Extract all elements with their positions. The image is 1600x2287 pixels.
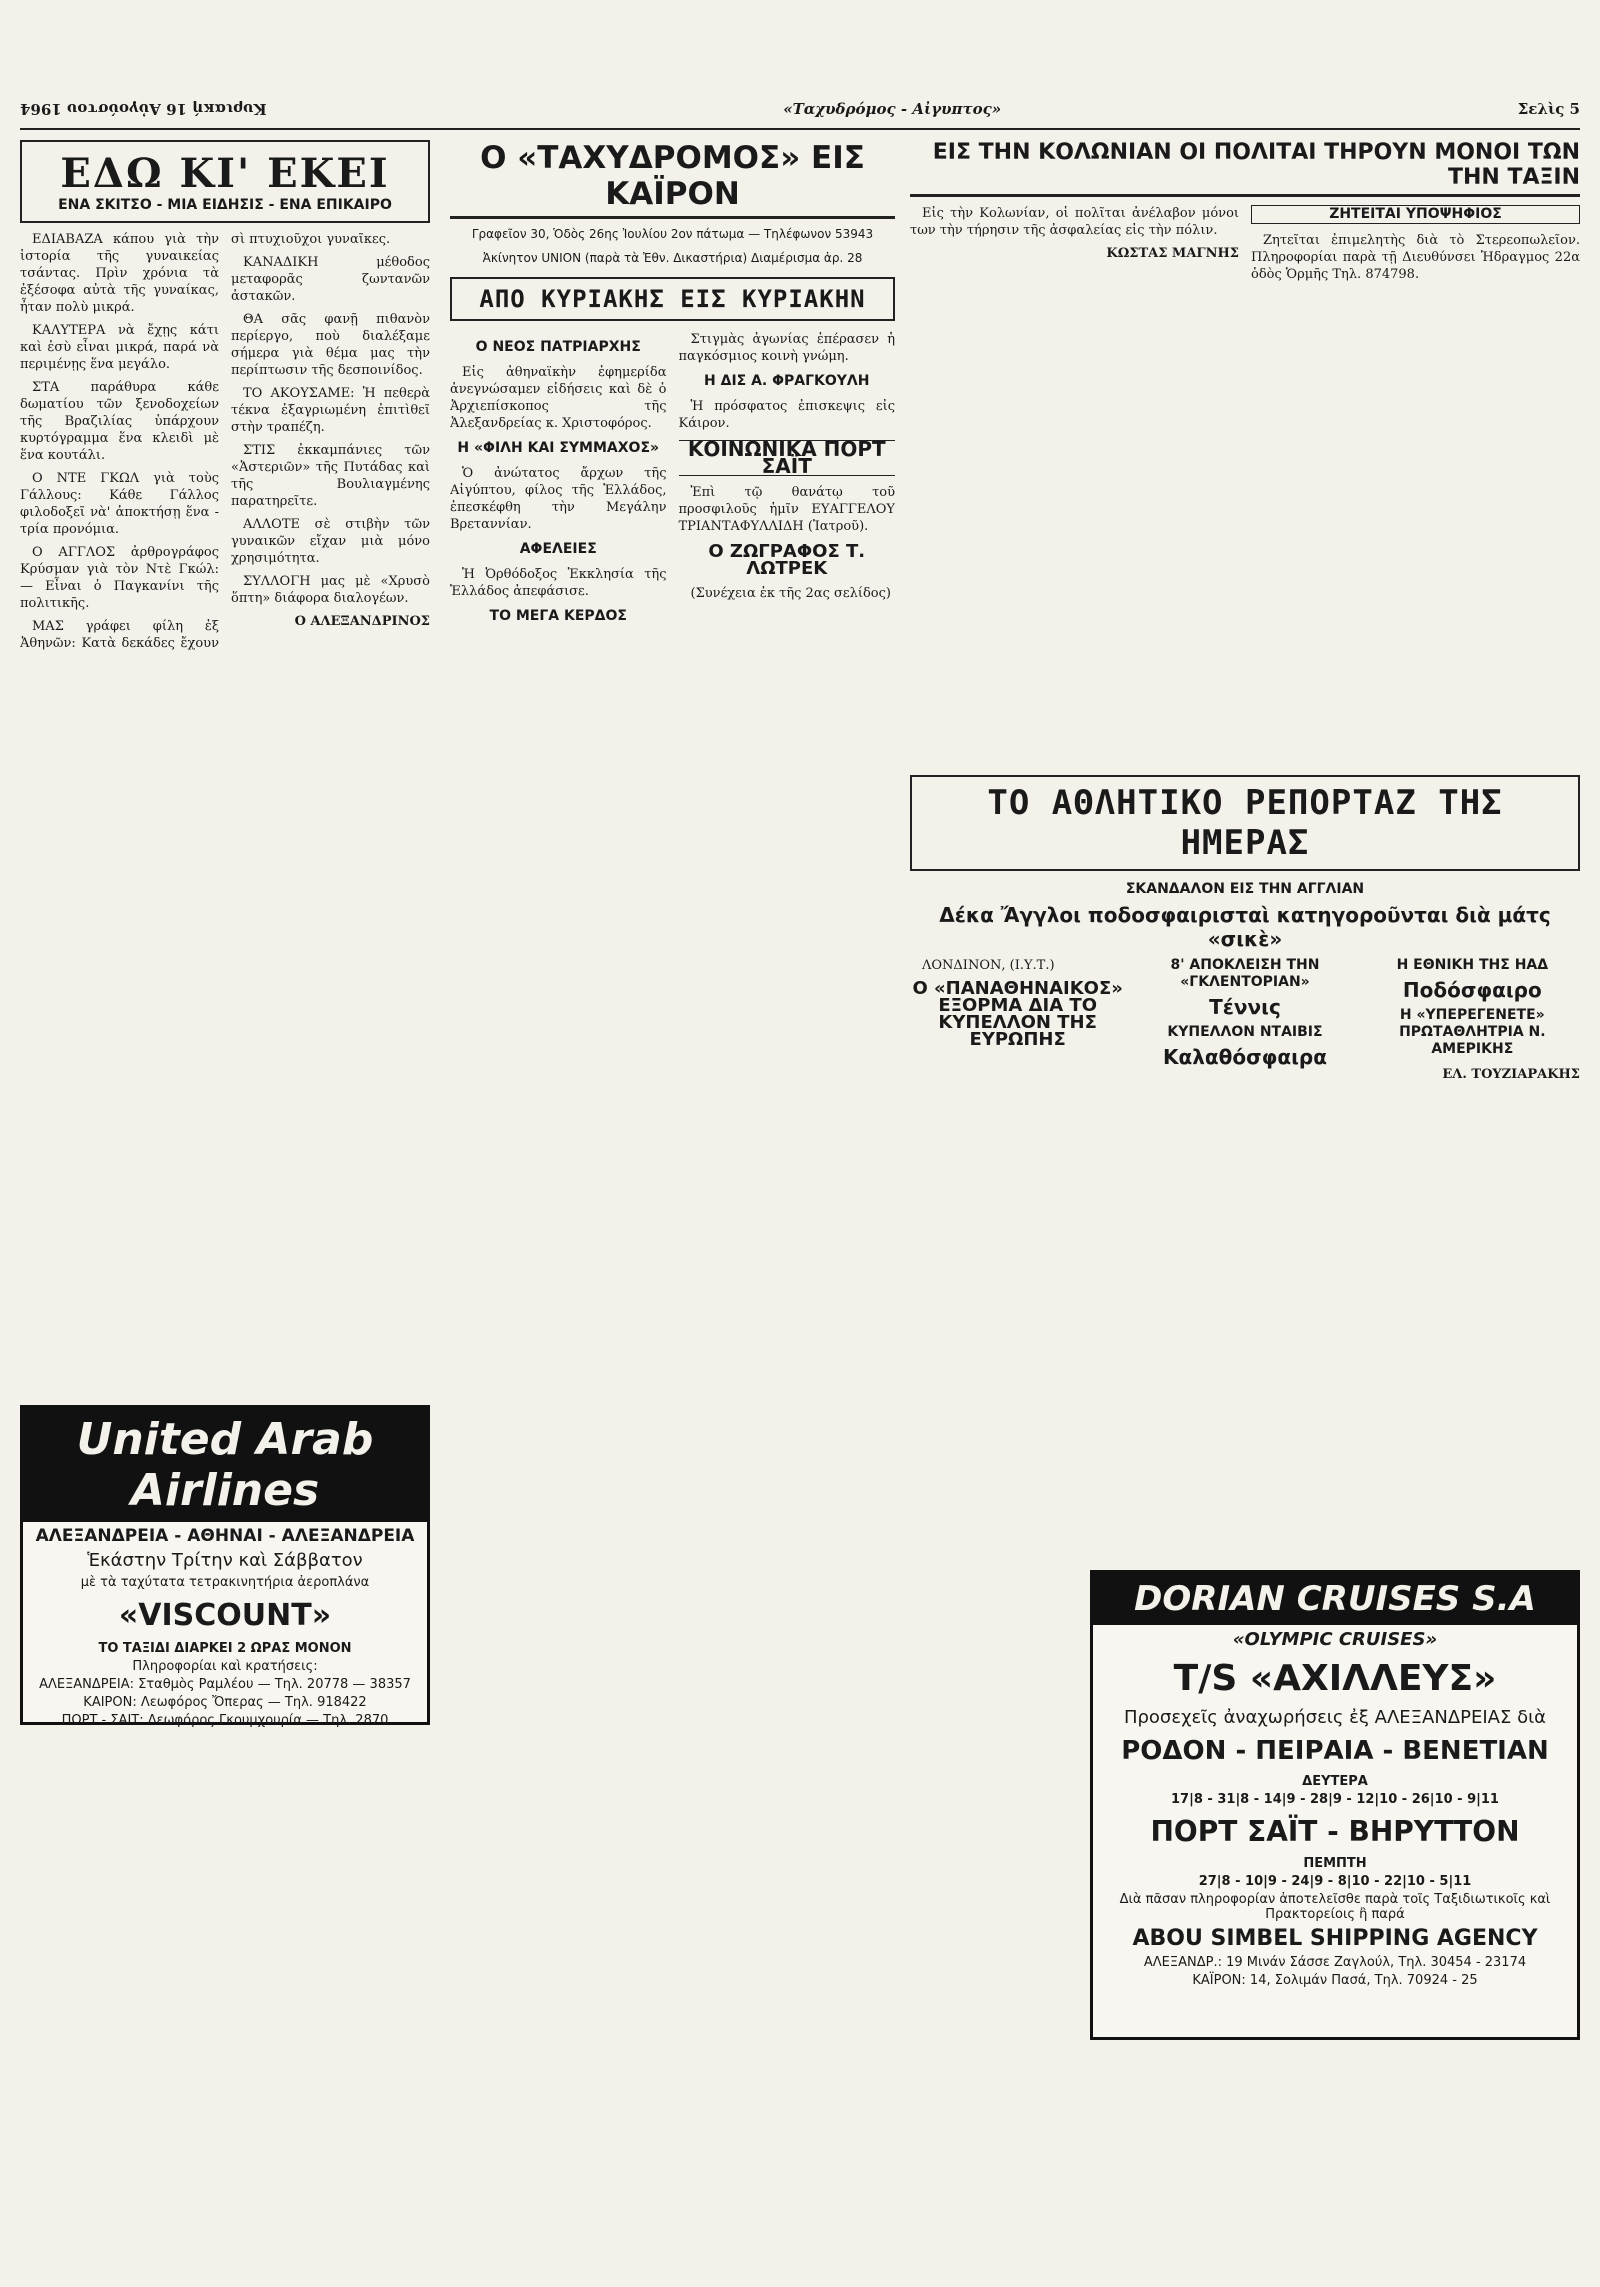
kolonia-body	[910, 205, 1580, 283]
newspaper-page	[20, 20, 1580, 2267]
uaa-info: Πληροφορίαι καὶ κρατήσεις:	[132, 1659, 318, 1674]
dorian-ship: T/S «ΑΧΙΛΛΕΥΣ»	[1173, 1658, 1497, 1699]
edo-ki-ekei-subtitle: ΕΝΑ ΣΚΙΤΣΟ - ΜΙΑ ΕΙΔΗΣΙΣ - ΕΝΑ ΕΠΙΚΑΙΡΟ	[58, 197, 392, 213]
uaa-alex: ΑΛΕΞΑΝΔΡΕΙΑ: Σταθμὸς Ραμλέου — Τηλ. 20778 — 38357	[39, 1677, 411, 1692]
dorian-line1: Προσεχεῖς ἀναχωρήσεις ἐξ ΑΛΕΞΑΝΔΡΕΙΑΣ διὰ	[1123, 1707, 1547, 1728]
paragraph: Ἐπὶ τῷ θανάτῳ τοῦ προσφιλοῦς ἡμῖν ΕΥΑΓΓΕΛΟΥ ΤΡΙΑΝΤΑΦΥΛΛΙΔΗ (Ἰατροῦ).	[678, 485, 895, 534]
athletics-h1: ΣΚΑΝΔΑΛΟΝ ΕΙΣ ΤΗΝ ΑΓΓΛΙΑΝ	[1125, 881, 1365, 897]
taxydromos-title: Ο «ΤΑΧΥΔΡΟΜΟΣ» ΕΙΣ ΚΑΪΡΟΝ	[450, 140, 895, 219]
basket-subhead: Η ΕΘΝΙΚΗ ΤΗΣ ΗΑΔ	[1396, 957, 1549, 973]
paragraph: ΑΛΛΟΤΕ σὲ στιβὴν τῶν γυναικῶν εἴχαν μιὰ μόνο χρησιμότητα.	[231, 517, 430, 566]
paragraph: Ἡ πρόσφατος ἐπισκεψις εἰς Κάιρον.	[678, 399, 895, 431]
sign: ΕΛ. ΤΟΥΖΙΑΡΑΚΗΣ	[1442, 1067, 1580, 1082]
football-head: Ποδόσφαιρο	[1402, 978, 1542, 1002]
paragraph: ΜΑΣ γράφει φίλη ἐξ Ἀθηνῶν: Κατὰ δεκάδες ἔχουν σὶ πτυχιοῦχοι γυναῖκες.	[20, 232, 391, 651]
united-arab-airlines-ad	[20, 1405, 430, 1728]
dorian-dates2: 27|8 - 10|9 - 24|9 - 8|10 - 22|10 - 5|11	[1198, 1874, 1472, 1889]
dorian-sub: «OLYMPIC CRUISES»	[1232, 1629, 1438, 1650]
edo-ki-ekei-title: ΕΔΩ ΚΙ' ΕΚΕΙ	[60, 150, 390, 197]
wanted-text: Ζητεῖται ἐπιμελητὴς διὰ τὸ Στερεοπωλεῖον. Πληροφορίαι παρὰ τῇ Διευθύνσει Ἡδραγμος 22α ὁδὸς Ὁρμῆς Τηλ. 874798.	[1251, 233, 1580, 282]
dorian-dest2: ΠΟΡΤ ΣΑΪΤ - ΒΗΡΥΤΤΟΝ	[1150, 1815, 1520, 1848]
uaa-cairo: ΚΑΙΡΟΝ: Λεωφόρος Ὄπερας — Τηλ. 918422	[83, 1695, 367, 1710]
masthead	[20, 90, 1580, 130]
paragraph: Εἰς τὴν Κολωνίαν, οἱ πολῖται ἀνέλαβον μόνοι των τὴν τήρησιν τῆς ἀσφαλείας εἰς τὴν πόλιν.	[910, 206, 1239, 238]
paragraph: ΣΤΑ παράθυρα κάθε δωματίου τῶν ξενοδοχείων τῆς Βραζιλίας ὑπάρχουν κυρτόγραμμα ἕνα κλειδὶ μὲ ἕνα κουτάλι.	[20, 380, 219, 463]
dorian-info: Διὰ πᾶσαν πληροφορίαν ἀποτελεῖσθε παρὰ τοῖς Ταξιδιωτικοῖς καὶ Πρακτορείοις ἢ παρά	[1119, 1892, 1551, 1922]
kolonia-title: ΕΙΣ ΤΗΝ ΚΟΛΩΝΙΑΝ ΟΙ ΠΟΛΙΤΑΙ ΤΗΡΟΥΝ ΜΟΝΟΙ ΤΩΝ ΤΗΝ ΤΑΞΙΝ	[910, 140, 1580, 197]
dorian-dest1: ΡΟΔΟΝ - ΠΕΙΡΑΙΑ - ΒΕΝΕΤΙΑΝ	[1121, 1736, 1549, 1766]
paragraph: ΘΑ σᾶς φανῇ πιθανὸν περίεργο, ποὺ διαλέξαμε σήμερα γιὰ θέμα μας τὴν περίπτωσιν τῆς δεσποινίδος.	[231, 312, 430, 378]
tennis-subhead: ΚΥΠΕΛΛΟΝ ΝΤΑΙΒΙΣ	[1167, 1024, 1323, 1040]
paragraph: ΣΤΙΣ ἐκκαμπάνιες τῶν «Ἀστεριῶν» τῆς Πυτάδας καὶ τῆς Βουλιαγμένης παρατηρεῖτε.	[231, 443, 430, 509]
paragraph: Ἡ Ὀρθόδοξος Ἐκκλησία τῆς Ἑλλάδος ἀπεφάσισε.	[450, 567, 667, 599]
dorian-cairo: ΚΑΪΡΟΝ: 14, Σολιμάν Πασά, Τηλ. 70924 - 25	[1192, 1973, 1478, 1988]
subheading: Ο ΝΕΟΣ ΠΑΤΡΙΑΡΧΗΣ	[475, 339, 641, 355]
subheading: ΑΦΕΛΕΙΕΣ	[519, 541, 597, 557]
uaa-days: Ἑκάστην Τρίτην καὶ Σάββατον	[87, 1550, 363, 1571]
dateline: ΛΟΝΔΙΝΟΝ, (Ι.Υ.Τ.)	[922, 958, 1055, 973]
edo-ki-ekei-header	[20, 140, 430, 223]
paragraph: ΚΑΛΥΤΕΡΑ νὰ ἔχῃς κάτι καὶ ἐσὺ εἶναι μικρά, παρά νὰ περιμένῃς ἕνα μεγάλο.	[20, 323, 219, 372]
tennis-head: Τέννις	[1209, 995, 1281, 1019]
athletics-h1b: Δέκα Ἄγγλοι ποδοσφαιρισταὶ κατηγοροῦνται διὰ μάτς «σικὲ»	[939, 903, 1551, 951]
author: ΚΩΣΤΑΣ ΜΑΓΝΗΣ	[1106, 246, 1239, 261]
uaa-plane: «VISCOUNT»	[118, 1598, 332, 1633]
subheading: Η ΔΙΣ Α. ΦΡΑΓΚΟΥΛΗ	[704, 373, 870, 389]
dorian-dates1: 17|8 - 31|8 - 14|9 - 28|9 - 12|10 - 26|10 - 9|11	[1171, 1792, 1499, 1807]
athletics-title: ΤΟ ΑΘΛΗΤΙΚΟ ΡΕΠΟΡΤΑΖ ΤΗΣ ΗΜΕΡΑΣ	[910, 775, 1580, 871]
panathinaikos-subhead: 8' ΑΠΟΚΛΕΙΣΗ ΤΗΝ «ΓΚΛΕΝΤΟΡΙΑΝ»	[1170, 957, 1320, 990]
subheading: ΤΟ ΜΕΓΑ ΚΕΡΔΟΣ	[489, 608, 627, 624]
dorian-cruises-ad	[1090, 1570, 1580, 2040]
edo-ki-ekei-body	[20, 231, 430, 652]
apo-kyriakis-header: ΑΠΟ ΚΥΡΙΑΚΗΣ ΕΙΣ ΚΥΡΙΑΚΗΝ	[450, 277, 895, 321]
office-address-2: Ἀκίνητον UNION (παρὰ τὰ Ἐθν. Δικαστήρια) Διαμέρισμα ἀρ. 28	[482, 251, 863, 265]
paragraph: ΣΥΛΛΟΓΗ μας μὲ «Χρυσὸ ὅπτη» διάφορα διαλογέων.	[231, 574, 430, 606]
uaa-port: ΠΟΡΤ - ΣΑΙΤ: Λεωφόρος Γκουμχουρία — Τηλ. 2870	[61, 1713, 389, 1728]
athletics-body	[910, 957, 1580, 1083]
dorian-day1: ΔΕΥΤΕΡΑ	[1302, 1774, 1368, 1789]
paragraph: Ο ΝΤΕ ΓΚΩΛ γιὰ τοὺς Γάλλους: Κάθε Γάλλος φιλοδοξεῖ νὰ' ἀποκτήσῃ ἕνα - τρία προνόμια.	[20, 471, 219, 537]
column-edo-ki-ekei	[20, 140, 430, 1390]
paragraph: ΤΟ ΑΚΟΥΣΑΜΕ: Ἡ πεθερὰ τέκνα ἐξαγριωμένη ἐπιτὶθεῖ στὴν τραπέζη.	[231, 386, 430, 435]
office-address: Γραφεῖον 30, Ὁδὸς 26ης Ἰουλίου 2ον πάτωμα — Τηλέφωνον 53943	[471, 227, 874, 241]
subheading: Η «ΦΙΛΗ ΚΑΙ ΣΥΜΜΑΧΟΣ»	[457, 440, 660, 456]
subheading: ΚΟΙΝΩΝΙΚΑ ΠΟΡΤ ΣΑΪΤ	[679, 440, 896, 476]
uaa-route: ΑΛΕΞΑΝΔΡΕΙΑ - ΑΘΗΝΑΙ - ΑΛΕΞΑΝΔΡΕΙΑ	[35, 1526, 415, 1546]
football-subhead: Η «ΥΠΕΡΕΓΕΝΕΤΕ» ΠΡΩΤΑΘΛΗΤΡΙΑ Ν. ΑΜΕΡΙΚΗΣ	[1399, 1007, 1546, 1057]
column-taxydromos-kairon	[450, 140, 895, 2240]
paragraph: (Συνέχεια ἐκ τῆς 2ας σελίδος)	[690, 586, 891, 601]
uaa-duration: ΤΟ ΤΑΞΙΔΙ ΔΙΑΡΚΕΙ 2 ΩΡΑΣ ΜΟΝΟΝ	[98, 1641, 352, 1656]
dorian-logo: DORIAN CRUISES S.A	[1093, 1573, 1577, 1625]
paragraph: Στιγμὰς ἀγωνίας ἐπέρασεν ἡ παγκόσμιος κοινὴ γνώμη.	[678, 332, 895, 364]
panathinaikos-head: Ο «ΠΑΝΑΘΗΝΑΙΚΟΣ» ΕΞΟΡΜΑ ΔΙΑ ΤΟ ΚΥΠΕΛΛΟΝ ΤΗΣ ΕΥΡΩΠΗΣ	[912, 978, 1123, 1050]
wanted-heading: ΖΗΤΕΙΤΑΙ ΥΠΟΨΗΦΙΟΣ	[1251, 205, 1580, 224]
uaa-logo: United Arab Airlines	[23, 1408, 427, 1522]
dorian-day2: ΠΕΜΠΤΗ	[1303, 1856, 1367, 1871]
masthead-title: «Ταχυδρόμος - Αἰγυπτος»	[783, 100, 1002, 118]
dorian-agency: ABOU SIMBEL SHIPPING AGENCY	[1132, 1926, 1538, 1951]
dorian-alex: ΑΛΕΞΑΝΔΡ.: 19 Μινάν Σάσσε Ζαγλούλ, Τηλ. 30454 - 23174	[1143, 1955, 1527, 1970]
apo-kyriakis-body	[450, 331, 895, 625]
paragraph: Ὁ ἀνώτατος ἄρχων τῆς Αἰγύπτου, φίλος τῆς Ἑλλάδος, ἐπεσκέφθη τὴν Μεγάλην Βρεταννίαν.	[450, 466, 667, 532]
paragraph: Ο ΑΓΓΛΟΣ ἀρθρογράφος Κρύσμαν γιὰ τὸν Ντὲ Γκώλ: — Εἶναι ὁ Παγκανίνι τῆς πολιτικῆς.	[20, 545, 219, 611]
subheading: Ο ΖΩΓΡΑΦΟΣ Τ. ΛΩΤΡΕΚ	[708, 541, 866, 579]
paragraph: Εἰς ἀθηναϊκὴν ἐφημερίδα ἀνεγνώσαμεν εἰδήσεις καὶ δὲ ὁ Ἀρχιεπίσκοπος τῆς Ἀλεξανδρείας κ. Χριστοφόρος.	[450, 365, 667, 431]
uaa-line: μὲ τὰ ταχύτατα τετρακινητήρια ἀεροπλάνα	[80, 1575, 370, 1590]
masthead-page-number: Σελὶς 5	[1517, 100, 1580, 118]
signature: Ο ΑΛΕΞΑΝΔΡΙΝΟΣ	[294, 614, 430, 629]
basket-head: Καλαθόσφαιρα	[1163, 1045, 1327, 1069]
paragraph: ΚΑΝΑΔΙΚΗ μέθοδος μεταφορᾶς ζωντανῶν ἀστακῶν.	[231, 255, 430, 304]
masthead-date: Κυριακή 16 Αὐγούστου 1964	[20, 100, 267, 118]
column-kolonia	[910, 140, 1580, 750]
paragraph: ΕΔΙΑΒΑΖΑ κάπου γιὰ τὴν ἱστορία τῆς γυναικείας τσάντας. Πρὶν χρόνια τὰ ἐξέσοφα αὐτὰ τῆς γυναίκας, ἦταν πολὺ μικρά.	[20, 232, 219, 315]
athletics-section	[910, 765, 1580, 1083]
